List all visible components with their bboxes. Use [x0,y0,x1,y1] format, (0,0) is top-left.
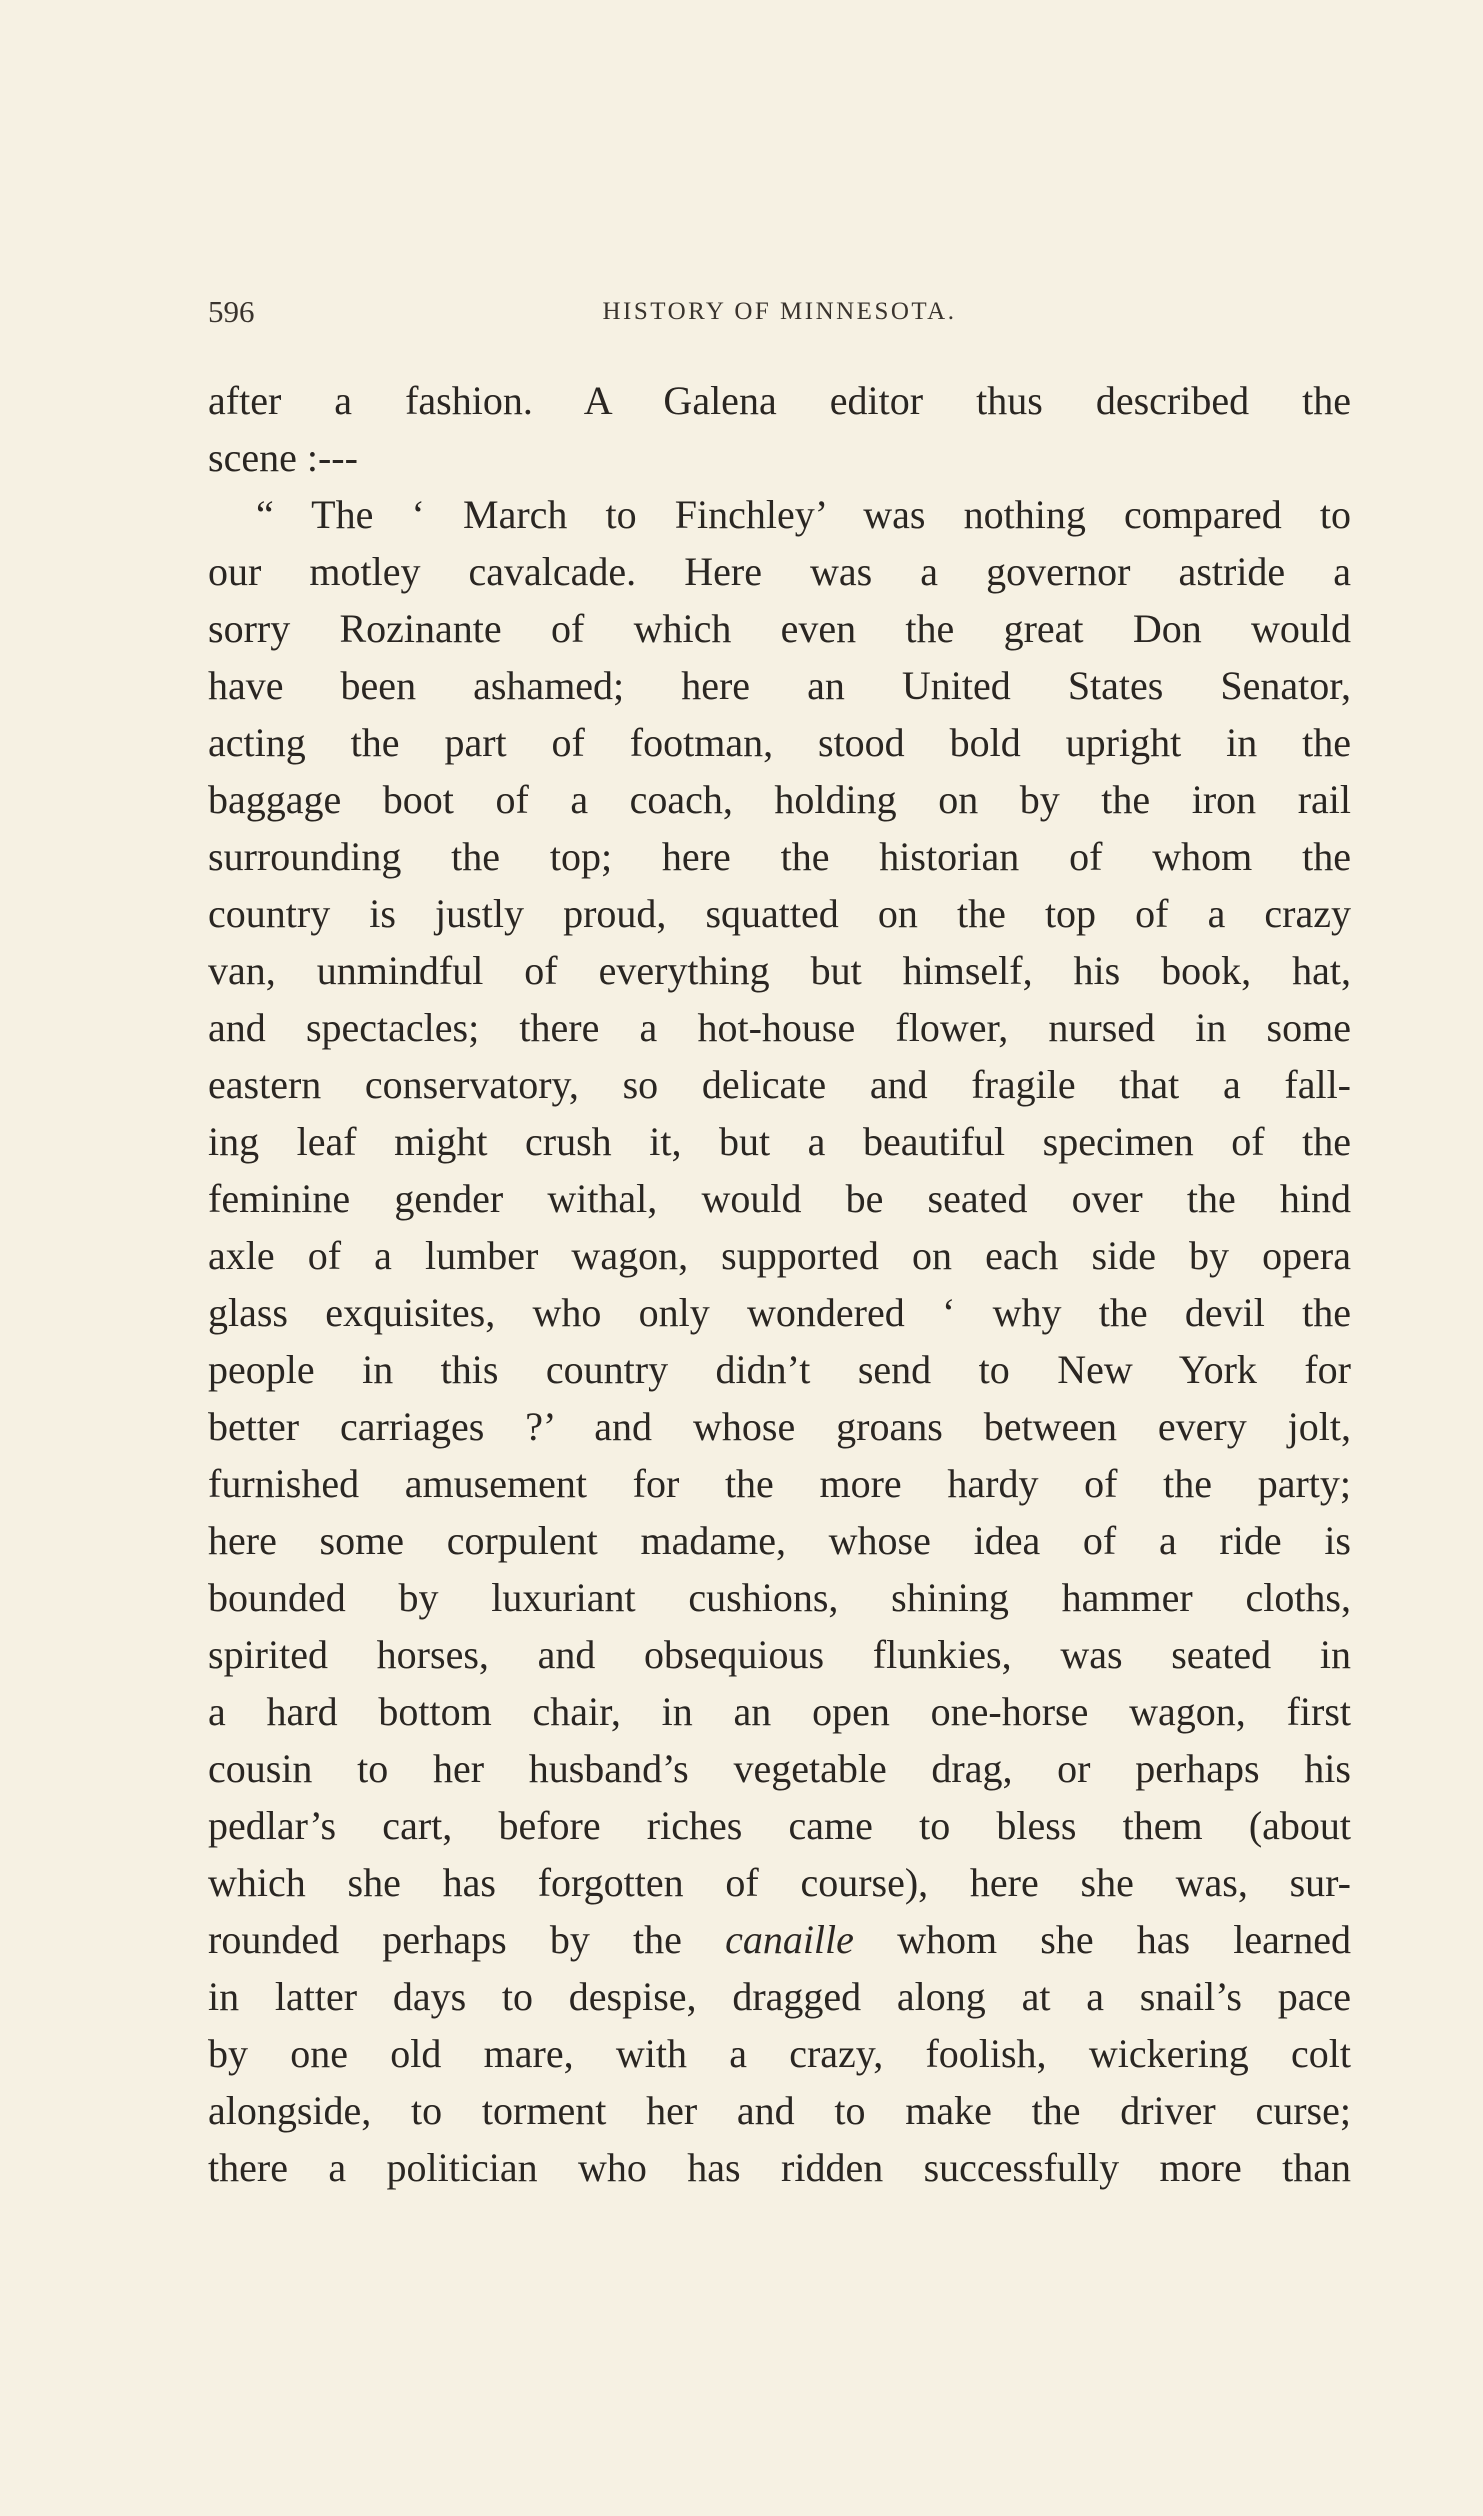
text-line: furnished amusement for the more hardy of the party; [208,1461,1351,1506]
text-line: by one old mare, with a crazy, foolish, wickering colt [208,2031,1351,2076]
text-line: cousin to her husband’s vegetable drag, or perhaps his [208,1746,1351,1791]
text-line: after a fashion. A Galena editor thus described the [208,378,1351,423]
text-line: glass exquisites, who only wondered ‘ why the devil the [208,1290,1351,1335]
page-header [208,294,1351,338]
text-line: better carriages ?’ and whose groans between every jolt, [208,1404,1351,1449]
text-line: a hard bottom chair, in an open one-horse wagon, first [208,1689,1351,1734]
text-line: here some corpulent madame, whose idea of a ride is [208,1518,1351,1563]
page-number: 596 [208,294,255,329]
text-line: pedlar’s cart, before riches came to bless them (about [208,1803,1351,1848]
text-line: axle of a lumber wagon, supported on each side by opera [208,1233,1351,1278]
text-line: “ The ‘ March to Finchley’ was nothing compared to [256,492,1351,537]
text-line: people in this country didn’t send to New York for [208,1347,1351,1392]
text-line: bounded by luxuriant cushions, shining hammer cloths, [208,1575,1351,1620]
text-line: van, unmindful of everything but himself, his book, hat, [208,948,1351,993]
text-line: surrounding the top; here the historian of whom the [208,834,1351,879]
text-line: there a politician who has ridden successfully more than [208,2145,1351,2190]
text-line: in latter days to despise, dragged along at a snail’s pace [208,1974,1351,2019]
text-line: acting the part of footman, stood bold upright in the [208,720,1351,765]
text-line: sorry Rozinante of which even the great Don would [208,606,1351,651]
text-line: scene :--- [208,435,358,480]
text-line: baggage boot of a coach, holding on by the iron rail [208,777,1351,822]
text-line: eastern conservatory, so delicate and fragile that a fall- [208,1062,1351,1107]
running-head: HISTORY OF MINNESOTA. [602,298,957,325]
body-text [208,372,1351,2196]
italic-word: canaille [725,1917,854,1962]
text-segment: rounded perhaps by the [208,1917,726,1962]
text-line-with-italic [208,1911,1351,1968]
text-line: and spectacles; there a hot-house flower, nursed in some [208,1005,1351,1050]
text-line: our motley cavalcade. Here was a governor astride a [208,549,1351,594]
text-line: alongside, to torment her and to make the driver curse; [208,2088,1351,2133]
text-line: spirited horses, and obsequious flunkies, was seated in [208,1632,1351,1677]
text-line: have been ashamed; here an United States Senator, [208,663,1351,708]
text-line: which she has forgotten of course), here she was, sur- [208,1860,1351,1905]
text-segment: whom she has learned [853,1917,1351,1962]
text-line: feminine gender withal, would be seated over the hind [208,1176,1351,1221]
text-line: ing leaf might crush it, but a beautiful specimen of the [208,1119,1351,1164]
text-line: country is justly proud, squatted on the top of a crazy [208,891,1351,936]
